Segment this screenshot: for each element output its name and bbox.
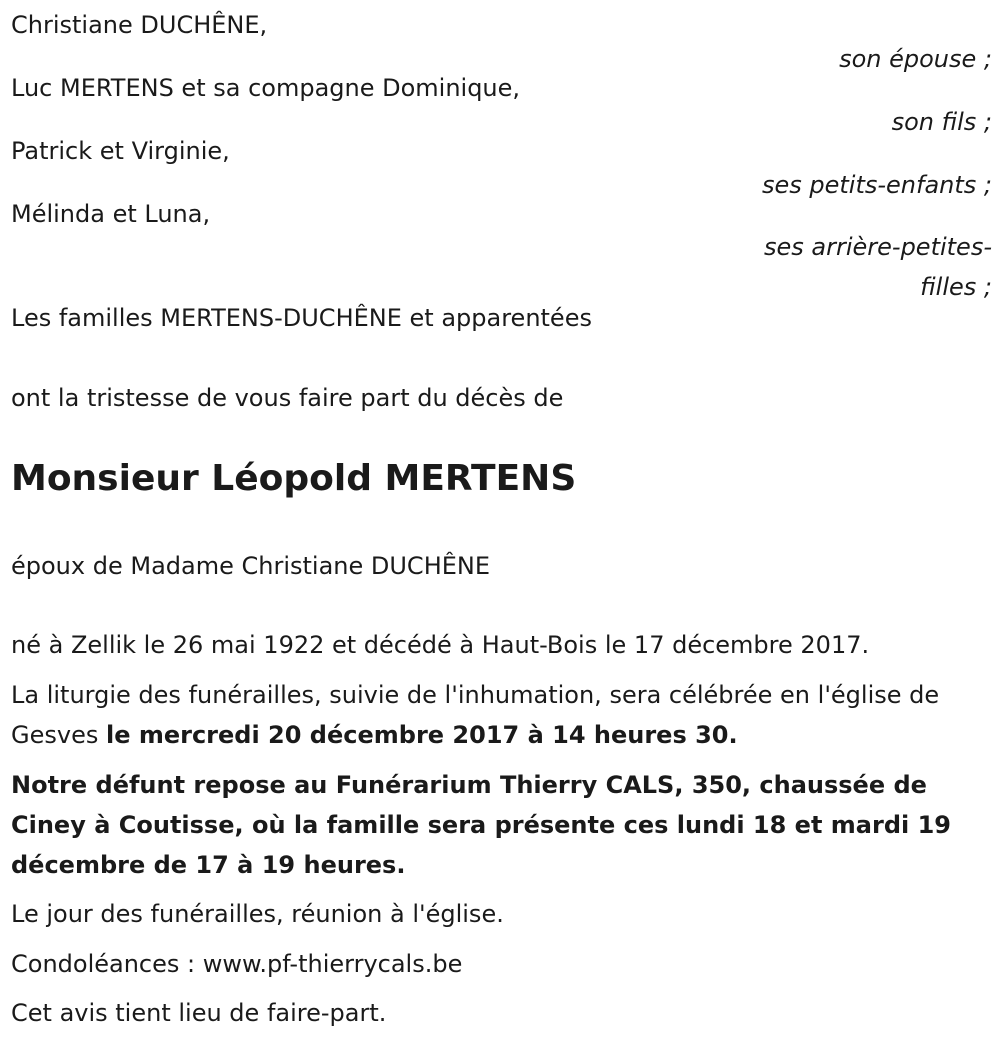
condolences-line: Condoléances : www.pf-thierrycals.be bbox=[11, 950, 463, 978]
announcement-line: ont la tristesse de vous faire part du décès de bbox=[11, 384, 564, 412]
family-role: son fils ; bbox=[891, 108, 992, 136]
family-entry-grandchildren bbox=[11, 136, 992, 200]
family-name: Luc MERTENS et sa compagne Dominique, bbox=[11, 74, 521, 102]
funerarium-paragraph: Notre défunt repose au Funérarium Thierry CALS, 350, chaussée de Ciney à Coutisse, où la famille sera présente ces lundi 18 et mardi 19 décembre de 17 à 19 heures. bbox=[11, 771, 951, 879]
family-name: Mélinda et Luna, bbox=[11, 200, 211, 228]
family-name: Patrick et Virginie, bbox=[11, 137, 230, 165]
family-entry-spouse bbox=[11, 10, 992, 74]
family-role: ses arrière-petites-filles ; bbox=[764, 233, 992, 301]
notice-line: Cet avis tient lieu de faire-part. bbox=[11, 999, 387, 1027]
family-entry-son bbox=[11, 73, 992, 137]
families-line: Les familles MERTENS-DUCHÊNE et apparentées bbox=[11, 304, 592, 332]
liturgy-text: La liturgie des funérailles, suivie de l'inhumation, sera célébrée en l'église de Gesves bbox=[11, 681, 940, 749]
liturgy-date: le mercredi 20 décembre 2017 à 14 heures 30. bbox=[105, 721, 738, 749]
family-entry-great-grandchildren bbox=[11, 199, 992, 307]
deceased-name: Monsieur Léopold MERTENS bbox=[11, 458, 577, 499]
family-role: son épouse ; bbox=[839, 45, 992, 73]
spouse-line: époux de Madame Christiane DUCHÊNE bbox=[11, 552, 491, 580]
family-name: Christiane DUCHÊNE, bbox=[11, 11, 268, 39]
birth-death-line: né à Zellik le 26 mai 1922 et décédé à Haut-Bois le 17 décembre 2017. bbox=[11, 631, 870, 659]
liturgy-paragraph bbox=[11, 675, 992, 755]
family-role: ses petits-enfants ; bbox=[761, 171, 992, 199]
meeting-line: Le jour des funérailles, réunion à l'église. bbox=[11, 900, 504, 928]
